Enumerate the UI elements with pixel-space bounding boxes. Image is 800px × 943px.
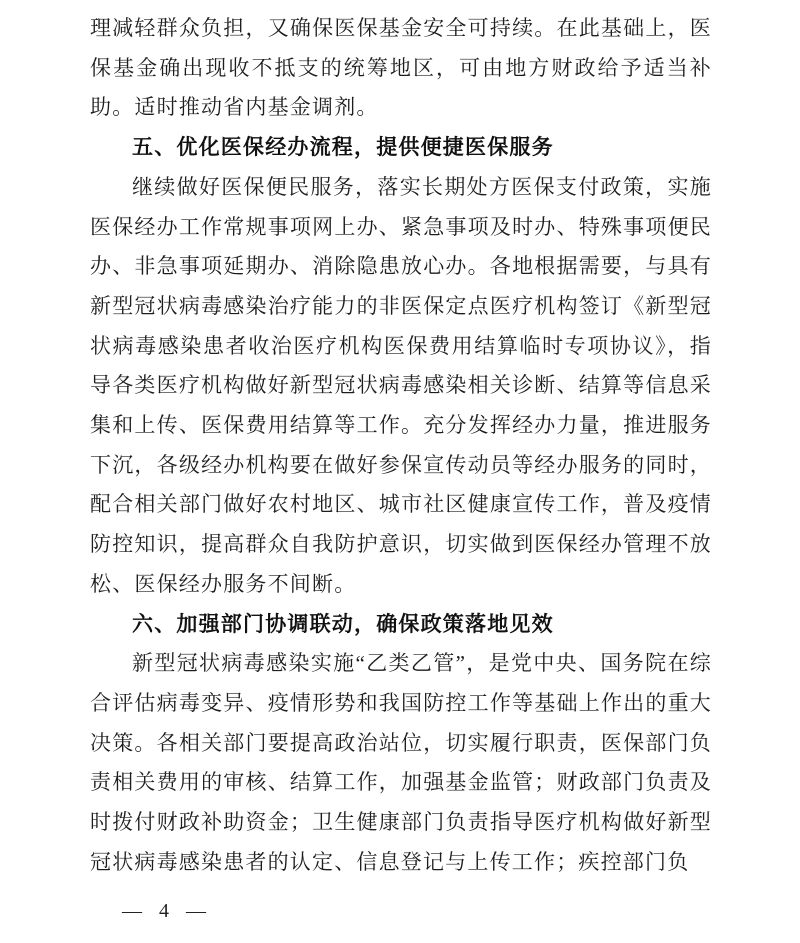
paragraph-continuation: 理减轻群众负担，又确保医保基金安全可持续。在此基础上，医保基金确出现收不抵支的统筹地区，可由地方财政给予适当补助。适时推动省内基金调剂。 xyxy=(90,16,712,120)
page-number: — 4 — xyxy=(122,900,208,922)
section-heading-6: 六、加强部门协调联动，确保政策落地见效 xyxy=(132,612,554,636)
document-body xyxy=(90,9,712,882)
section-heading-5: 五、优化医保经办流程，提供便捷医保服务 xyxy=(132,136,554,160)
paragraph-section-6: 新型冠状病毒感染实施“乙类乙管”，是党中央、国务院在综合评估病毒变异、疫情形势和我国防控工作等基础上作出的重大决策。各相关部门要提高政治站位，切实履行职责，医保部门负责相关费用的审核、结算工作，加强基金监管；财政部门负责及时拨付财政补助资金；卫生健康部门负责指导医疗机构做好新型冠状病毒感染患者的认定、信息登记与上传工作；疾控部门负 xyxy=(90,651,712,874)
paragraph-section-5: 继续做好医保便民服务，落实长期处方医保支付政策，实施医保经办工作常规事项网上办、紧急事项及时办、特殊事项便民办、非急事项延期办、消除隐患放心办。各地根据需要，与具有新型冠状病毒感染治疗能力的非医保定点医疗机构签订《新型冠状病毒感染患者收治医疗机构医保费用结算临时专项协议》，指导各类医疗机构做好新型冠状病毒感染相关诊断、结算等信息采集和上传、医保费用结算等工作。充分发挥经办力量，推进服务下沉，各级经办机构要在做好参保宣传动员等经办服务的同时，配合相关部门做好农村地区、城市社区健康宣传工作，普及疫情防控知识，提高群众自我防护意识，切实做到医保经办管理不放松、医保经办服务不间断。 xyxy=(90,174,712,596)
